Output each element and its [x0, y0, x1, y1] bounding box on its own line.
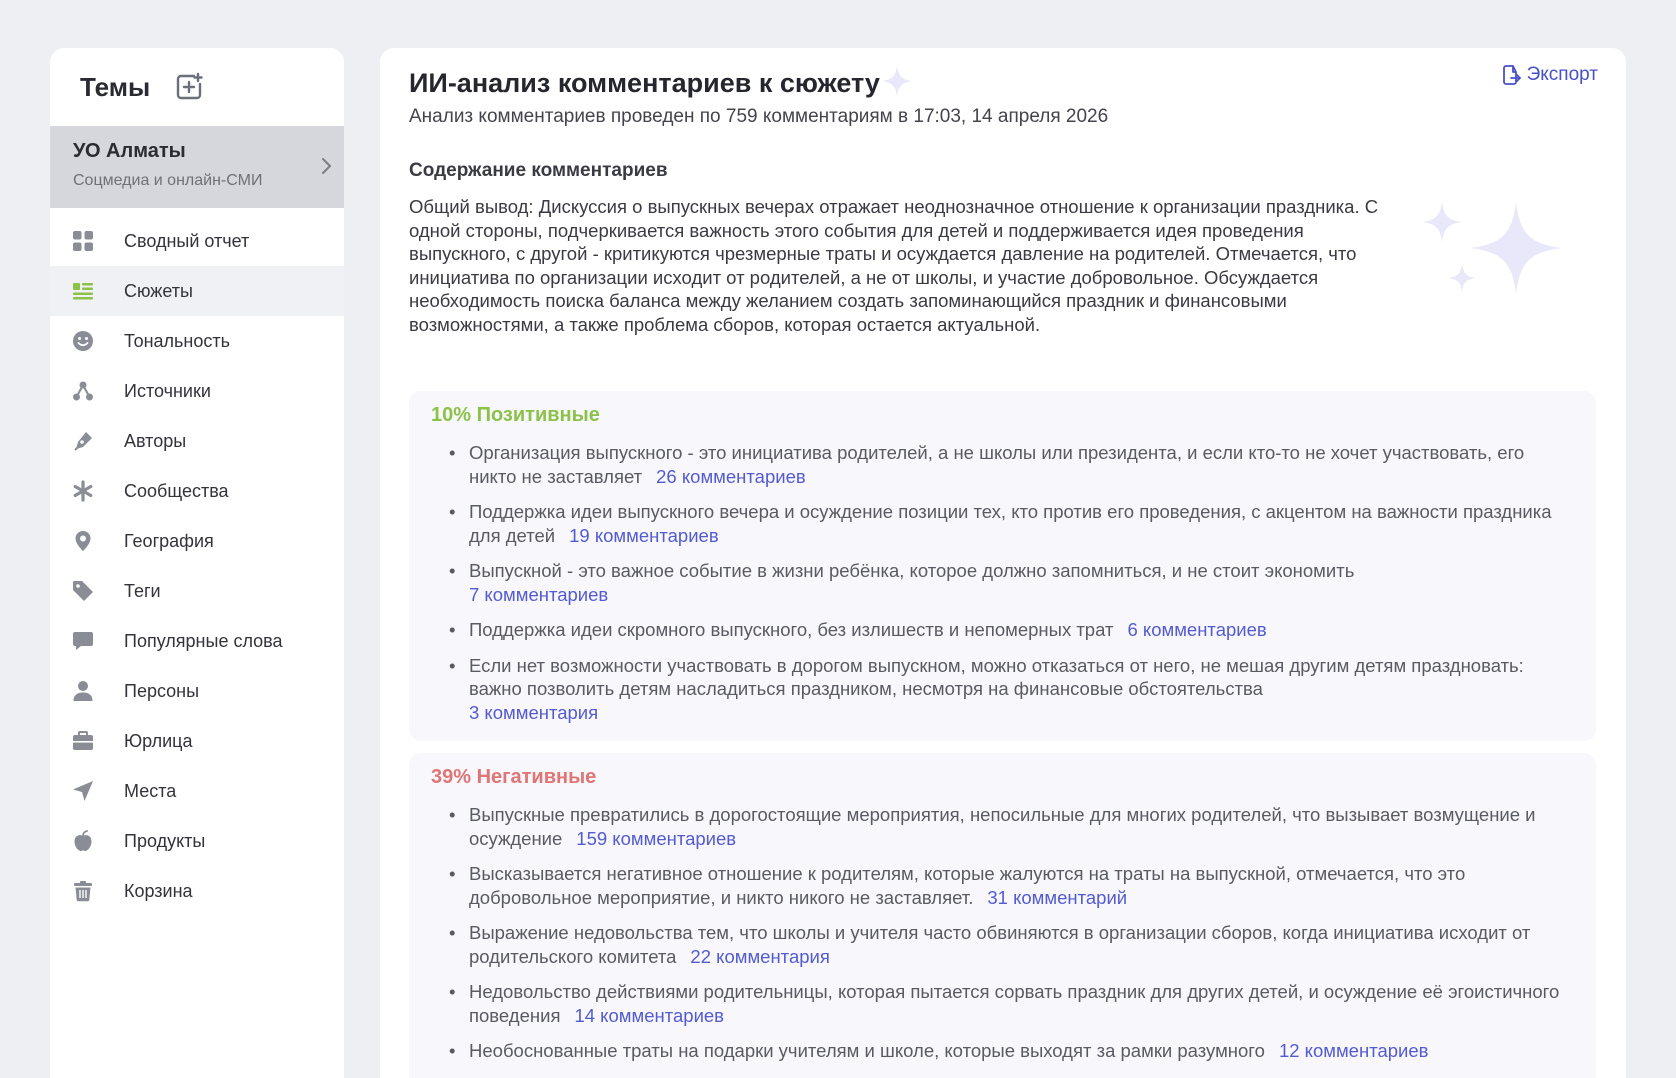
comments-count-link[interactable]: 159 комментариев [576, 827, 737, 849]
apple-icon [72, 830, 94, 852]
negative-list [431, 803, 1574, 1063]
sidebar-item-label: Корзина [124, 880, 193, 901]
sidebar-title: Темы [80, 71, 151, 102]
trash-icon [72, 880, 94, 902]
topic-name: УО Алматы [73, 140, 186, 162]
sidebar-item-summary[interactable] [50, 216, 344, 266]
sidebar-item-label: Продукты [124, 830, 206, 851]
comments-count-link[interactable]: 26 комментариев [656, 465, 806, 487]
chat-icon [72, 630, 94, 652]
item-text: Необоснованные траты на подарки учителям и школе, которые выходят за рамки разумного [469, 1040, 1265, 1061]
export-button[interactable] [1501, 64, 1598, 86]
asterisk-icon [72, 480, 94, 502]
export-label: Экспорт [1526, 64, 1598, 85]
comments-count-link[interactable]: 14 комментариев [574, 1004, 725, 1026]
section-title: Содержание комментариев [409, 160, 668, 181]
item-text: Выражение недовольства тем, что школы и учителя часто обвиняются в организации сборов, когда инициатива исходит от родительского комитета [469, 922, 1531, 967]
person-icon [72, 680, 94, 702]
sidebar-item-label: Источники [124, 380, 211, 401]
add-square-icon [174, 72, 204, 102]
list-item [447, 654, 1574, 725]
sidebar-header [50, 48, 344, 126]
pin-icon [72, 530, 94, 552]
list-item [447, 862, 1574, 909]
list-item [447, 1039, 1574, 1063]
sidebar-item-sentiment[interactable] [50, 316, 344, 366]
sidebar-item-geography[interactable] [50, 516, 344, 566]
sidebar-item-tags[interactable] [50, 566, 344, 616]
comments-count-link[interactable]: 12 комментариев [1278, 1040, 1429, 1061]
comments-count-link[interactable]: 19 комментариев [569, 524, 719, 546]
summary-text: Общий вывод: Дискуссия о выпускных вечерах отражает неоднозначное отношение к организации праздника. С одной стороны, подчеркивается важность этого события для детей и поддерживается идея проведения выпускного, с другой - критикуются чрезмерные траты и осуждается давление на родителей. Отмечается, что инициатива по организации исходит от родителей, а не от школы, и участие добровольное. Обсуждается необходимость поиска баланса между желанием создать запоминающийся праздник и финансовыми возможностями, а также проблема сборов, которая остается актуальной. [409, 196, 1379, 335]
list-item [447, 441, 1574, 488]
smile-icon [72, 330, 94, 352]
sidebar-item-label: Сюжеты [124, 280, 193, 301]
item-text: Если нет возможности участвовать в дорогом выпускном, можно отказаться от него, не мешая другим детям праздновать: важно позволить детям насладиться праздником, несмотря на финансовые обстоятельства [469, 654, 1524, 699]
sidebar-item-label: Теги [124, 580, 161, 601]
sidebar-item-label: Сводный отчет [124, 230, 250, 251]
pen-icon [72, 430, 94, 452]
positive-comments-block [409, 391, 1596, 741]
list-item [447, 559, 1574, 606]
analysis-meta: Анализ комментариев проведен по 759 комментариям в 17:03, 14 апреля 2026 [409, 106, 1109, 127]
item-text: Поддержка идеи выпускного вечера и осуждение позиции тех, кто против его проведения, с акцентом на важности праздника для детей [469, 501, 1552, 546]
sidebar-item-label: География [124, 530, 214, 551]
positive-heading: 10% Позитивные [431, 404, 600, 426]
comments-count-link[interactable]: 7 комментариев [469, 583, 609, 605]
page-title: ИИ-анализ комментариев к сюжету [409, 68, 880, 98]
topic-subtitle: Соцмедиа и онлайн-СМИ [73, 172, 263, 189]
chevron-right-icon [320, 156, 334, 176]
sidebar-item-trash[interactable] [50, 866, 344, 916]
list-item [447, 803, 1574, 850]
comments-count-link[interactable]: 3 комментария [469, 701, 599, 723]
sidebar-item-label: Сообщества [124, 480, 229, 501]
sidebar-item-communities[interactable] [50, 466, 344, 516]
sidebar-item-places[interactable] [50, 766, 344, 816]
list-item [447, 980, 1574, 1027]
negative-comments-block [409, 753, 1596, 1078]
sidebar-item-popular-words[interactable] [50, 616, 344, 666]
list-item [447, 921, 1574, 968]
item-text: Поддержка идеи скромного выпускного, без излишеств и непомерных трат [469, 619, 1114, 640]
sparkles-decoration-icon [1396, 198, 1586, 318]
sidebar-item-label: Авторы [124, 430, 187, 451]
item-text: Выпускные превратились в дорогостоящие мероприятия, непосильные для многих родителей, что вызывает возмущение и осуждение [469, 804, 1536, 849]
sidebar-item-label: Популярные слова [124, 630, 283, 651]
comments-count-link[interactable]: 22 комментария [690, 945, 830, 967]
comments-count-link[interactable]: 31 комментарий [987, 886, 1128, 908]
sidebar-nav [50, 216, 344, 916]
grid-icon [72, 230, 94, 252]
item-text: Недовольство действиями родительницы, которая пытается сорвать праздник для других детей, и осуждение её эгоистичного поведения [469, 981, 1560, 1026]
stories-icon [72, 280, 94, 302]
navigation-icon [72, 780, 94, 802]
sidebar-item-sources[interactable] [50, 366, 344, 416]
negative-heading: 39% Негативные [431, 766, 597, 788]
sidebar-item-label: Персоны [124, 680, 200, 701]
sidebar-item-legal-entities[interactable] [50, 716, 344, 766]
sidebar-item-label: Места [124, 780, 177, 801]
sidebar-item-stories[interactable] [50, 266, 344, 316]
sidebar [50, 48, 344, 1078]
sidebar-item-products[interactable] [50, 816, 344, 866]
sidebar-item-label: Юрлица [124, 730, 193, 751]
sources-icon [72, 380, 94, 402]
sidebar-item-authors[interactable] [50, 416, 344, 466]
briefcase-icon [72, 730, 94, 752]
positive-list [431, 441, 1574, 724]
comments-count-link[interactable]: 6 комментариев [1127, 619, 1267, 640]
item-text: Организация выпускного - это инициатива родителей, а не школы или президента, и если кто-то не хочет участвовать, его никто не заставляет [469, 442, 1525, 487]
item-text: Выпускной - это важное событие в жизни ребёнка, которое должно запомниться, и не стоит экономить [469, 560, 1355, 581]
sidebar-item-label: Тональность [124, 330, 231, 351]
export-file-icon [1501, 64, 1521, 86]
list-item [447, 500, 1574, 547]
tag-icon [72, 580, 94, 602]
current-topic-card[interactable] [50, 126, 344, 208]
sidebar-item-persons[interactable] [50, 666, 344, 716]
main-panel [380, 48, 1626, 1078]
item-text: Высказывается негативное отношение к родителям, которые жалуются на траты на выпускной, отмечается, что это добровольное мероприятие, и никто никого не заставляет. [469, 863, 1466, 908]
add-topic-button[interactable] [174, 72, 204, 102]
sparkle-icon [880, 64, 914, 98]
list-item [447, 618, 1574, 642]
